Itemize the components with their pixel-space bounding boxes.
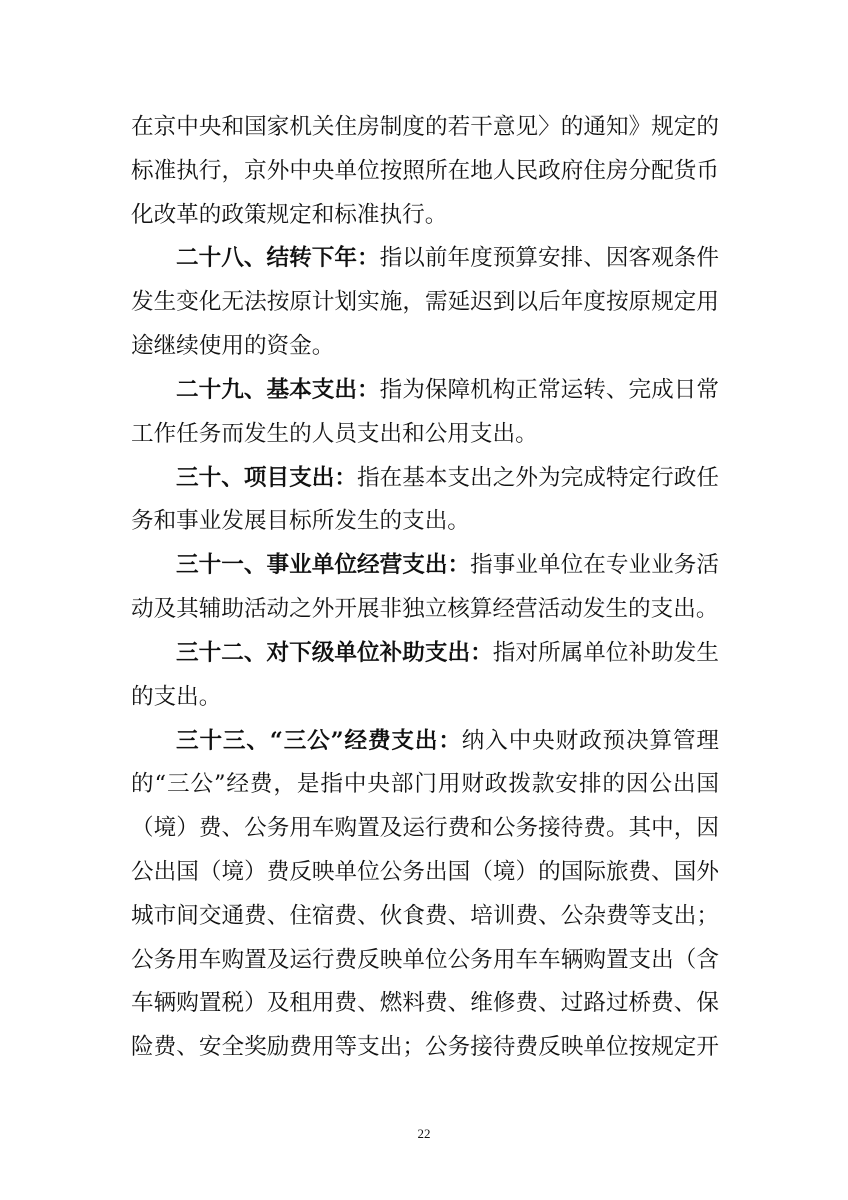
term-heading: 三十二、对下级单位补助支出：: [176, 640, 493, 666]
body-text-line: 在京中央和国家机关住房制度的若干意见〉的通知》规定的: [131, 114, 719, 140]
term-definition: 指以前年度预算安排、因客观条件: [379, 245, 720, 271]
paragraph-28-first-line: [176, 238, 719, 278]
term-definition: 指在基本支出之外为完成特定行政任: [357, 465, 720, 491]
term-heading: 三十三、“三公”经费支出：: [176, 728, 462, 754]
body-text-line: 车辆购置税）及租用费、燃料费、维修费、过路过桥费、保: [131, 990, 719, 1016]
body-text-line: 务和事业发展目标所发生的支出。: [131, 508, 470, 534]
term-definition: 指事业单位在专业业务活: [470, 552, 720, 578]
paragraph-29-first-line: [176, 370, 719, 410]
paragraph-30-first-line: [176, 458, 719, 498]
body-text-line: 险费、安全奖励费用等支出；公务接待费反映单位按规定开: [131, 1034, 719, 1060]
body-text-line: 工作任务而发生的人员支出和公用支出。: [131, 421, 538, 447]
paragraph-32-first-line: [176, 633, 719, 673]
term-heading: 三十、项目支出：: [176, 465, 358, 491]
body-text-line: 公务用车购置及运行费反映单位公务用车车辆购置支出（含: [131, 947, 719, 973]
body-text-line: 途继续使用的资金。: [131, 333, 335, 359]
page-number: 22: [417, 1126, 431, 1141]
paragraph-31-first-line: [176, 545, 719, 585]
term-definition: 指为保障机构正常运转、完成日常: [379, 377, 720, 403]
term-heading: 三十一、事业单位经营支出：: [176, 552, 471, 578]
term-heading: 二十九、基本支出：: [176, 377, 380, 403]
term-heading: 二十八、结转下年：: [176, 245, 380, 271]
body-text-line: （境）费、公务用车购置及运行费和公务接待费。其中，因: [131, 815, 719, 841]
body-text-line: 标准执行，京外中央单位按照所在地人民政府住房分配货币: [131, 158, 719, 184]
paragraph-33-first-line: [176, 721, 719, 761]
body-text-line: 城市间交通费、住宿费、伙食费、培训费、公杂费等支出；: [131, 903, 719, 929]
body-text-line: 公出国（境）费反映单位公务出国（境）的国际旅费、国外: [131, 859, 719, 885]
term-definition: 指对所属单位补助发生: [492, 640, 720, 666]
term-definition: 纳入中央财政预决算管理: [461, 728, 719, 754]
body-text-line: 的“三公”经费，是指中央部门用财政拨款安排的因公出国: [131, 771, 719, 797]
body-text-line: 发生变化无法按原计划实施，需延迟到以后年度按原规定用: [131, 289, 719, 315]
body-text-line: 的支出。: [131, 684, 222, 710]
body-text-line: 动及其辅助活动之外开展非独立核算经营活动发生的支出。: [131, 596, 719, 622]
body-text-line: 化改革的政策规定和标准执行。: [131, 202, 448, 228]
